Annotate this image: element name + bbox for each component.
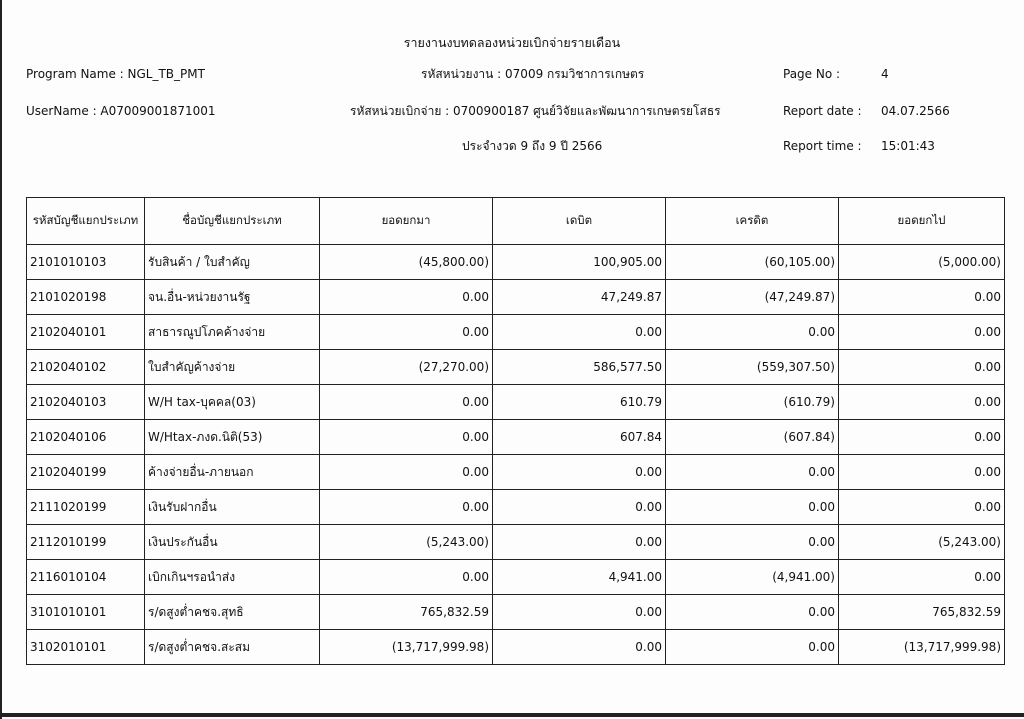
debit-cell: 0.00	[493, 525, 666, 560]
col-header-opening-balance: ยอดยกมา	[320, 198, 493, 245]
credit-cell: 0.00	[666, 490, 839, 525]
credit-cell: 0.00	[666, 315, 839, 350]
col-header-closing-balance: ยอดยกไป	[839, 198, 1005, 245]
opening-balance-cell: (27,270.00)	[320, 350, 493, 385]
account-code-cell: 2102040199	[27, 455, 145, 490]
debit-cell: 47,249.87	[493, 280, 666, 315]
closing-balance-cell: (13,717,999.98)	[839, 630, 1005, 665]
table-row	[27, 420, 1005, 455]
account-code-cell: 2101020198	[27, 280, 145, 315]
table-body	[27, 245, 1005, 665]
opening-balance-cell: 0.00	[320, 455, 493, 490]
table-row	[27, 455, 1005, 490]
table-row	[27, 385, 1005, 420]
report-time-value: 15:01:43	[881, 139, 935, 153]
account-code-cell: 2112010199	[27, 525, 145, 560]
opening-balance-cell: 0.00	[320, 420, 493, 455]
opening-balance-cell: (5,243.00)	[320, 525, 493, 560]
closing-balance-cell: 0.00	[839, 560, 1005, 595]
opening-balance-cell: 0.00	[320, 385, 493, 420]
account-name-cell: เงินรับฝากอื่น	[145, 490, 320, 525]
table-row	[27, 595, 1005, 630]
program-name: Program Name : NGL_TB_PMT	[26, 67, 205, 81]
report-date-value: 04.07.2566	[881, 104, 950, 118]
report-time-label: Report time :	[783, 139, 862, 153]
account-name-cell: จน.อื่น-หน่วยงานรัฐ	[145, 280, 320, 315]
credit-cell: (607.84)	[666, 420, 839, 455]
opening-balance-cell: 0.00	[320, 560, 493, 595]
closing-balance-cell: 765,832.59	[839, 595, 1005, 630]
opening-balance-cell: 0.00	[320, 280, 493, 315]
closing-balance-cell: (5,000.00)	[839, 245, 1005, 280]
account-name-cell: ใบสำคัญค้างจ่าย	[145, 350, 320, 385]
credit-cell: (47,249.87)	[666, 280, 839, 315]
report-period: ประจำงวด 9 ถึง 9 ปี 2566	[462, 139, 603, 153]
opening-balance-cell: (13,717,999.98)	[320, 630, 493, 665]
user-name: UserName : A07009001871001	[26, 104, 216, 118]
account-code-cell: 2111020199	[27, 490, 145, 525]
credit-cell: 0.00	[666, 630, 839, 665]
debit-cell: 0.00	[493, 455, 666, 490]
opening-balance-cell: (45,800.00)	[320, 245, 493, 280]
debit-cell: 4,941.00	[493, 560, 666, 595]
account-name-cell: เงินประกันอื่น	[145, 525, 320, 560]
table-row	[27, 560, 1005, 595]
closing-balance-cell: 0.00	[839, 315, 1005, 350]
table-row	[27, 490, 1005, 525]
opening-balance-cell: 0.00	[320, 315, 493, 350]
closing-balance-cell: 0.00	[839, 280, 1005, 315]
account-name-cell: รับสินค้า / ใบสำคัญ	[145, 245, 320, 280]
disbursement-unit: รหัสหน่วยเบิกจ่าย : 0700900187 ศูนย์วิจัยและพัฒนาการเกษตรยโสธร	[350, 104, 721, 118]
debit-cell: 0.00	[493, 315, 666, 350]
left-scan-edge	[0, 0, 2, 719]
credit-cell: (60,105.00)	[666, 245, 839, 280]
closing-balance-cell: 0.00	[839, 490, 1005, 525]
col-header-account-name: ชื่อบัญชีแยกประเภท	[145, 198, 320, 245]
account-code-cell: 2116010104	[27, 560, 145, 595]
debit-cell: 607.84	[493, 420, 666, 455]
closing-balance-cell: (5,243.00)	[839, 525, 1005, 560]
account-name-cell: เบิกเกินฯรอนำส่ง	[145, 560, 320, 595]
debit-cell: 586,577.50	[493, 350, 666, 385]
agency-code: รหัสหน่วยงาน : 07009 กรมวิชาการเกษตร	[421, 67, 645, 81]
account-name-cell: W/H tax-บุคคล(03)	[145, 385, 320, 420]
col-header-credit: เครดิต	[666, 198, 839, 245]
opening-balance-cell: 0.00	[320, 490, 493, 525]
debit-cell: 100,905.00	[493, 245, 666, 280]
opening-balance-cell: 765,832.59	[320, 595, 493, 630]
credit-cell: (4,941.00)	[666, 560, 839, 595]
account-name-cell: ร/ดสูงต่ำคชจ.สะสม	[145, 630, 320, 665]
account-name-cell: W/Htax-ภงด.นิติ(53)	[145, 420, 320, 455]
debit-cell: 0.00	[493, 630, 666, 665]
table-row	[27, 525, 1005, 560]
account-code-cell: 3101010101	[27, 595, 145, 630]
trial-balance-table	[26, 197, 1005, 665]
account-code-cell: 2102040102	[27, 350, 145, 385]
credit-cell: 0.00	[666, 455, 839, 490]
closing-balance-cell: 0.00	[839, 420, 1005, 455]
account-code-cell: 2102040101	[27, 315, 145, 350]
page-no-label: Page No :	[783, 67, 841, 81]
credit-cell: 0.00	[666, 525, 839, 560]
account-code-cell: 3102010101	[27, 630, 145, 665]
col-header-debit: เดบิต	[493, 198, 666, 245]
report-date-label: Report date :	[783, 104, 862, 118]
account-name-cell: ร/ดสูงต่ำคชจ.สุทธิ	[145, 595, 320, 630]
bottom-scan-edge	[0, 713, 1024, 717]
report-title: รายงานงบทดลองหน่วยเบิกจ่ายรายเดือน	[403, 35, 621, 50]
account-code-cell: 2101010103	[27, 245, 145, 280]
table-row	[27, 630, 1005, 665]
table-row	[27, 280, 1005, 315]
credit-cell: 0.00	[666, 595, 839, 630]
account-name-cell: สาธารณูปโภคค้างจ่าย	[145, 315, 320, 350]
account-code-cell: 2102040106	[27, 420, 145, 455]
debit-cell: 0.00	[493, 595, 666, 630]
table-row	[27, 245, 1005, 280]
credit-cell: (559,307.50)	[666, 350, 839, 385]
col-header-account-code: รหัสบัญชีแยกประเภท	[27, 198, 145, 245]
debit-cell: 610.79	[493, 385, 666, 420]
closing-balance-cell: 0.00	[839, 350, 1005, 385]
table-row	[27, 315, 1005, 350]
closing-balance-cell: 0.00	[839, 455, 1005, 490]
credit-cell: (610.79)	[666, 385, 839, 420]
closing-balance-cell: 0.00	[839, 385, 1005, 420]
account-code-cell: 2102040103	[27, 385, 145, 420]
page-no-value: 4	[881, 67, 889, 81]
debit-cell: 0.00	[493, 490, 666, 525]
account-name-cell: ค้างจ่ายอื่น-ภายนอก	[145, 455, 320, 490]
table-row	[27, 350, 1005, 385]
table-header-row	[27, 198, 1005, 245]
